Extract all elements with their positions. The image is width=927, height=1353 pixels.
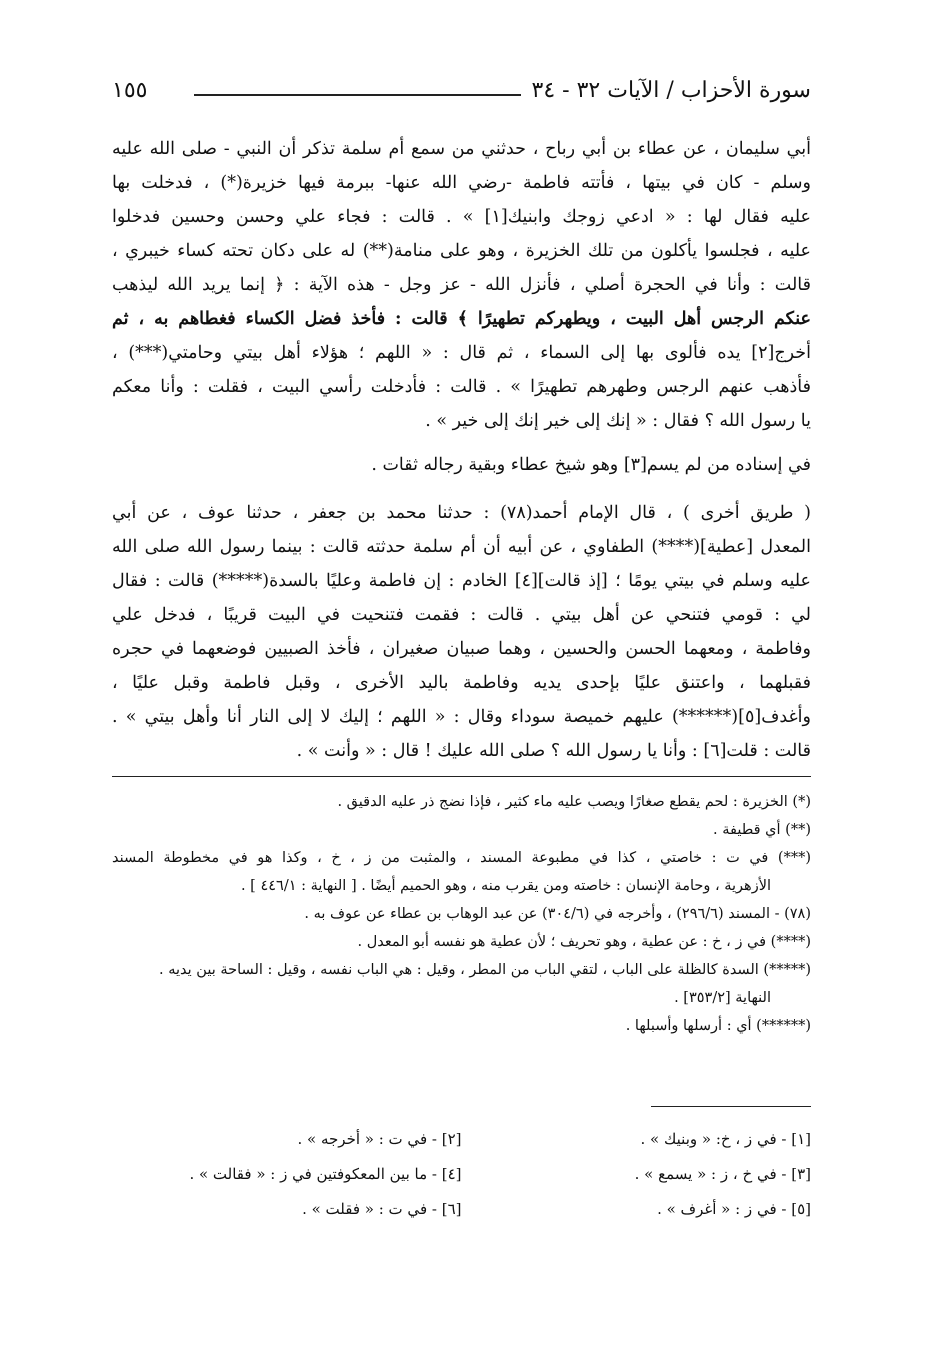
variant-note: [٥] - في ز : « أغرف » . xyxy=(657,1200,811,1218)
text-line: عليه وسلم في بيتي يومًا ؛ [إذ قالت][٤] الخادم : إن فاطمة وعليًا بالسدة(*****) قالت : فقال xyxy=(112,571,811,591)
text-line: يا رسول الله ؟ فقال : « إنك إلى خير إنك إلى خير » . xyxy=(425,411,811,431)
text-line: لي : قومي فتنحي عن أهل بيتي . قالت : فقمت فتنحيت في البيت قريبًا ، فدخل علي xyxy=(112,605,811,625)
text-line: عليه ، فجلسوا يأكلون من تلك الخزيرة ، وهو على منامة(**) له على دكان تحته كساء خيبري ، xyxy=(112,241,811,261)
footnote: (******) أي : أرسلها وأسبلها . xyxy=(625,1018,811,1034)
hadith-paragraph-1 xyxy=(112,132,811,438)
text-line: قالت : وأنا في الحجرة أصلي ، فأنزل الله - عز وجل - هذه الآية : ﴿ إنما يريد الله ليذهب xyxy=(112,275,811,295)
footnote: (*****) السدة كالظلة على الباب ، لتقي الباب من المطر ، وقيل : هي الباب نفسه ، وقيل : الساحة بين يديه . xyxy=(159,962,811,978)
variants-separator xyxy=(651,1106,811,1107)
text-line: عليه فقال لها : « ادعي زوجك وابنيك[١] » . قالت : فجاء علي وحسن وحسين فدخلوا xyxy=(112,207,811,227)
variant-note: [٣] - في خ ، ز : « يسمع » . xyxy=(634,1165,811,1183)
footnote-continuation: الأزهرية ، وحامة الإنسان : خاصته ومن يقرب منه ، وهو الحميم أيضًا . [ النهاية : ٤٤٦/١ ] . xyxy=(240,878,771,894)
text-line: فقبلهما ، واعتنق عليًا بإحدى يديه وفاطمة باليد الأخرى ، وقبل فاطمة وقبل عليًا ، xyxy=(112,673,811,693)
variant-note: [٢] - في ت : « أخرجه » . xyxy=(297,1130,462,1148)
text-line: وأغدف[٥](******) عليهم خميصة سوداء وقال : « اللهم ؛ إليك لا إلى النار أنا وأهل بيتي » . xyxy=(112,707,811,727)
variant-row xyxy=(112,1157,811,1192)
text-line: أخرج[٢] يده فألوى بها إلى السماء ، ثم قال : « اللهم ؛ هؤلاء أهل بيتي وحامتي(***) ، xyxy=(112,343,811,363)
footnote: (***) في ت : خاصتي ، كذا في مطبوعة المسند ، والمثبت من ز ، خ ، وكذا هو في مخطوطة المسند xyxy=(112,850,811,866)
text-line: المعدل [عطية](****) الطفاوي ، عن أبيه أن أم سلمة حدثته قالت : بينما رسول الله صلى الله xyxy=(112,537,811,557)
text-line: أبي سليمان ، عن عطاء بن أبي رباح ، حدثني من سمع أم سلمة تذكر أن النبي - صلى الله عليه xyxy=(112,139,811,159)
chapter-title: سورة الأحزاب / الآيات ٣٢ - ٣٤ xyxy=(531,78,811,103)
variant-row xyxy=(112,1192,811,1227)
variant-note: [٦] - في ت : « فقلت » . xyxy=(302,1200,462,1218)
text-line: وفاطمة ، ومعهما الحسن والحسين ، وهما صبيان صغيران ، فأخذ الصبيين فوضعهما في حجره xyxy=(112,639,811,659)
page-header xyxy=(112,74,811,114)
text-line: في إسناده من لم يسم[٣] وهو شيخ عطاء وبقية رجاله ثقات . xyxy=(371,455,811,475)
footnote: (****) في ز ، خ : عن عطية ، وهو تحريف ؛ لأن عطية هو نفسه أبو المعدل . xyxy=(357,934,811,950)
hadith-paragraph-2 xyxy=(112,496,811,768)
variant-note: [١] - في ز ، خ: « وبنيك » . xyxy=(640,1130,811,1148)
footnote: (**) أي قطيفة . xyxy=(713,822,811,838)
text-line: عنكم الرجس أهل البيت ، ويطهركم تطهيرًا ﴾ قالت : فأخذ فضل الكساء فغطاهم به ، ثم xyxy=(112,309,811,329)
variant-row xyxy=(112,1122,811,1157)
isnad-remark xyxy=(112,448,811,482)
footnote: (*) الخزيرة : لحم يقطع صغارًا ويصب عليه ماء كثير ، فإذا نضج ذر عليه الدقيق . xyxy=(337,794,811,810)
text-line: فأذهب عنهم الرجس وطهرهم تطهيرًا » . قالت : فأدخلت رأسي البيت ، فقلت : وأنا معكم xyxy=(112,377,811,397)
footnotes xyxy=(112,788,811,1040)
footnote-separator xyxy=(112,776,811,777)
footnote-continuation: النهاية [٣٥٣/٢] . xyxy=(674,990,771,1006)
manuscript-variants xyxy=(112,1122,811,1227)
text-line: وسلم - كان في بيتها ، فأتته فاطمة -رضي الله عنها- ببرمة فيها خزيرة(*) ، فدخلت بها xyxy=(112,173,811,193)
text-line: ( طريق أخرى ) ، قال الإمام أحمد(٧٨) : حدثنا محمد بن جعفر ، حدثنا عوف ، عن أبي xyxy=(112,503,811,523)
text-line: قالت : قلت[٦] : وأنا يا رسول الله ؟ صلى الله عليك ! قال : « وأنت » . xyxy=(296,741,811,761)
page-number: ١٥٥ xyxy=(112,78,148,103)
variant-note: [٤] - ما بين المعكوفتين في ز : « فقالت » . xyxy=(189,1165,462,1183)
header-rule xyxy=(194,94,521,96)
footnote: (٧٨) - المسند (٢٩٦/٦) ، وأخرجه في (٣٠٤/٦) عن عبد الوهاب بن عطاء عن عوف به . xyxy=(304,906,811,922)
